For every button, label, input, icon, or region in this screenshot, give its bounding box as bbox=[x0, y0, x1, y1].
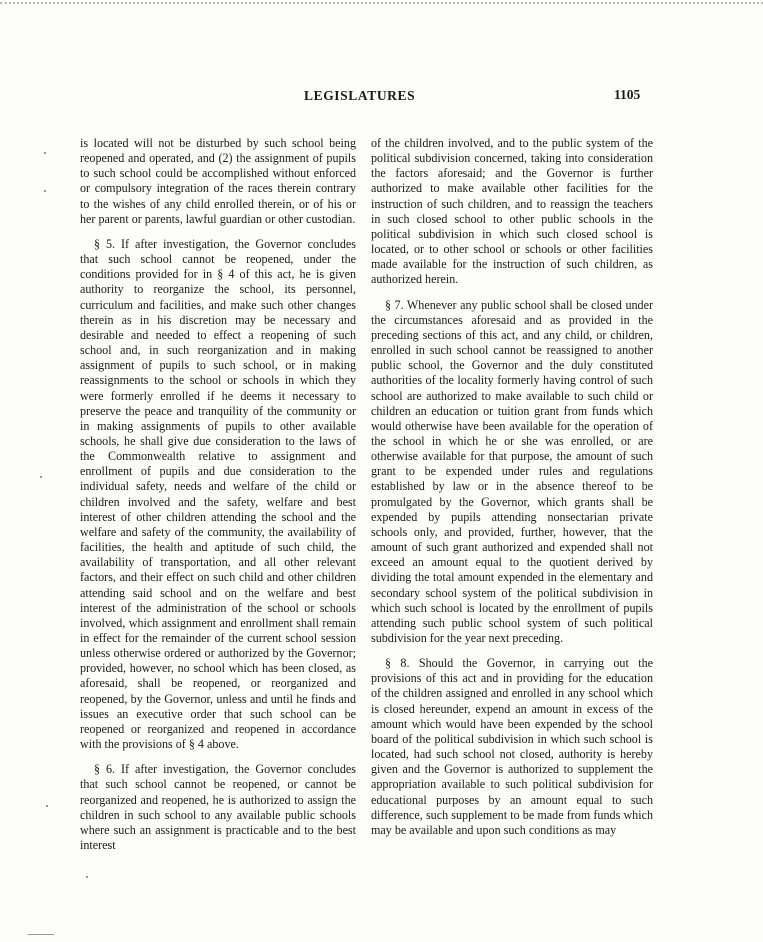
scan-speck bbox=[86, 876, 88, 878]
page-number: 1105 bbox=[614, 87, 641, 102]
scan-top-edge bbox=[0, 2, 763, 4]
section-6-paragraph: § 6. If after investigation, the Governor concludes that such school cannot be reopened, or cannot be reorganized and reopened, he is authorized to assign the children in such school to any available public schools where such an assignment is practicable and to the best interest bbox=[80, 762, 356, 853]
paragraph-continuation-left: is located will not be disturbed by such school being reopened and operated, and (2) the assignment of pupils to such school could be accomplished without enforced or compulsory integration of the races therein contrary to the wishes of any child enrolled therein, or of his or her parent or parents, lawful guardian or other custodian. bbox=[80, 136, 356, 226]
paragraph-continuation-right: of the children involved, and to the public system of the political subdivision concerned, taking into consideration the factors aforesaid; and the Governor is further authorized to make available other facilities for the instruction of such children, and to reassign the teachers in such closed school to other public schools in the political subdivision in which such closed school is located, or to other school or schools or other facilities made available for the instruction of such children, as authorized herein. bbox=[371, 136, 653, 287]
scan-speck bbox=[40, 476, 42, 478]
running-header bbox=[0, 88, 763, 108]
right-column bbox=[371, 136, 653, 848]
scan-bottom-mark bbox=[28, 934, 54, 935]
scan-speck bbox=[44, 152, 46, 154]
section-7-paragraph: § 7. Whenever any public school shall be closed under the circumstances aforesaid and as provided in the preceding sections of this act, and any child, or children, enrolled in such school cannot be reassigned to another public school, the Governor and the duly constituted authorities of the locality formerly having control of such school are authorized to make available to such child or children an education or tuition grant from funds which would otherwise have been available for the operation of the school in which he or she was enrolled, or are otherwise available for that purpose, the amount of such grant to be expended under rules and regulations established by law or in the absence thereof to be promulgated by the Governor, which grants shall be expended by pupils attending nonsectarian private schools only, and provided, further, however, that the amount of such grant authorized and expended shall not exceed an amount equal to the quotient derived by dividing the total amount expended in the elementary and secondary school system of the political subdivision in which such school is located by the enrollment of pupils attending such public school system of such political subdivision for the year next preceding. bbox=[371, 297, 653, 645]
left-column bbox=[80, 136, 356, 863]
scan-speck bbox=[46, 805, 48, 807]
section-8-paragraph: § 8. Should the Governor, in carrying out the provisions of this act and in providing for the education of the children assigned and enrolled in any school which is closed hereunder, expend an amount in excess of the amount which would have been expended by the school board of the political subdivision in which such school is located, had such school not closed, authority is hereby given and the Governor is authorized to supplement the appropriation available to such political subdivision for educational purposes by an amount equal to such difference, such supplement to be made from funds which may be available and upon such conditions as may bbox=[371, 656, 653, 837]
section-5-paragraph: § 5. If after investigation, the Governor concludes that such school cannot be reopened, under the conditions provided for in § 4 of this act, he is given authority to reorganize the school, its personnel, curriculum and facilities, and make such other changes therein as in his discretion may be necessary and desirable and needed to effect a reopening of such school and, in such reorganization and in making assignment of pupils to such school, or in making reassignments to the school or schools in which they were formerly enrolled if he deems it necessary to preserve the peace and tranquility of the community or in making assignments of pupils to other available schools, he shall give due consideration to the laws of the Commonwealth relative to assignment and enrollment of pupils and due consideration to the individual safety, needs and welfare of the child or children involved and the safety, welfare and best interest of other children attending the school and the welfare and safety of the community, the availability of facilities, the health and aptitude of such child, the availability of transportation, and all other relevant factors, and their effect on such child and other children attending said school and on the welfare and best interest of the administration of the school or schools involved, which assignment and enrollment shall remain in effect for the remainder of the current school session unless otherwise ordered or authorized by the Governor; provided, however, no school which has been closed, as aforesaid, shall be reopened, or reorganized and reopened, by the Governor, unless and until he finds and issues an executive order that such school can be reopened or reorganized and reopened in accordance with the provisions of § 4 above. bbox=[80, 236, 356, 752]
scan-speck bbox=[44, 190, 46, 192]
running-head-title: LEGISLATURES bbox=[304, 88, 416, 103]
